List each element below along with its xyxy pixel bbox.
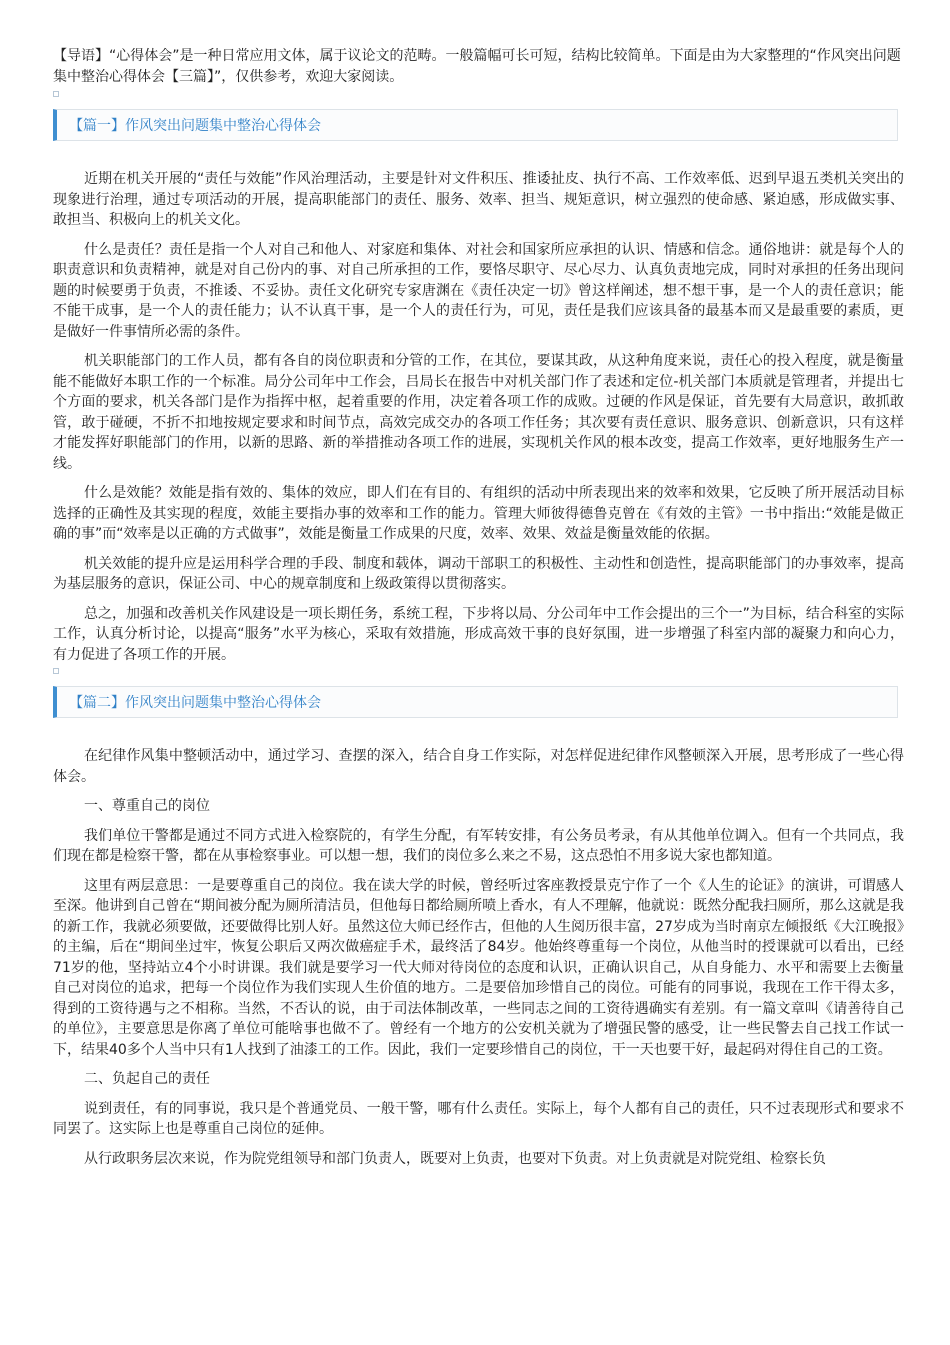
section1-paragraph-3: 机关职能部门的工作人员，都有各自的岗位职责和分管的工作，在其位，要谋其政，从这种角度来说，责任心的投入程度，就是衡量能不能做好本职工作的一个标准。局分公司年中工作会，吕局长在报告中对机关部门作了表述和定位-机关部门本质就是管理者，并提出七个方面的要求，机关各部门是作为指挥中枢，起着重要的作用，决定着各项工作的成败。过硬的作风是保证，首先要有大局意识，敢抓敢管，敢于碰硬，不折不扣地按规定要求和时间节点，高效完成交办的各项工作任务；其次要有责任意识、服务意识、创新意识，只有这样才能发挥好职能部门的作用，以新的思路、新的举措推动各项工作的进展，实现机关作风的根本改变，提高工作效率，更好地服务生产一线。 xyxy=(53,353,904,472)
section-title-1: 【篇一】作风突出问题集中整治心得体会 xyxy=(69,118,321,134)
paragraph-marker-icon xyxy=(53,91,59,97)
section2-paragraph-1: 在纪律作风集中整顿活动中，通过学习、查摆的深入，结合自身工作实际，对怎样促进纪律作风整顿深入开展，思考形成了一些心得体会。 xyxy=(53,748,904,785)
section1-paragraph-4: 什么是效能？效能是指有效的、集体的效应，即人们在有目的、有组织的活动中所表现出来的效率和效果，它反映了所开展活动目标选择的正确性及其实现的程度，效能主要指办事的效率和工作的能力。管理大师彼得德鲁克曾在《有效的主管》一书中指出:“效能是做正确的事”而“效率是以正确的方式做事”，效能是衡量工作成果的尺度，效率、效果、效益是衡量效能的依据。 xyxy=(53,485,904,542)
intro-text: 【导语】“心得体会”是一种日常应用文体，属于议论文的范畴。一般篇幅可长可短，结构比较简单。下面是由为大家整理的“作风突出问题集中整治心得体会【三篇】”，仅供参考，欢迎大家阅读。 xyxy=(53,48,901,85)
section1-paragraph-1: 近期在机关开展的“责任与效能”作风治理活动，主要是针对文件积压、推诿扯皮、执行不高、工作效率低、迟到早退五类机关突出的现象进行治理，通过专项活动的开展，提高职能部门的责任、服务、效率、担当、规矩意识，树立强烈的使命感、紧迫感，形成做实事、敢担当、积极向上的机关文化。 xyxy=(53,171,904,228)
section1-paragraph-2: 什么是责任？责任是指一个人对自己和他人、对家庭和集体、对社会和国家所应承担的认识、情感和信念。通俗地讲：就是每个人的职责意识和负责精神，就是对自己份内的事、对自己所承担的工作，要恪尽职守、尽心尽力、认真负责地完成，同时对承担的任务出现问题的时候要勇于负责，不推诿、不妥协。责任文化研究专家唐渊在《责任决定一切》曾这样阐述，想不想干事，是一个人的责任意识；能不能干成事，是一个人的责任能力；认不认真干事，是一个人的责任行为，可见，责任是我们应该具备的最基本而又是最重要的素质，更是做好一件事情所必需的条件。 xyxy=(53,241,904,340)
section2-paragraph-3: 这里有两层意思：一是要尊重自己的岗位。我在读大学的时候，曾经听过客座教授景克宁作了一个《人生的论证》的演讲，可谓感人至深。他讲到自己曾在“期间被分配为厕所清洁员，但他每日都给厕所喷上香水，有人不理解，他就说：既然分配我扫厕所，那么这就是我的新工作，我就必须要做，还要做得比别人好。虽然这位大师已经作古，但他的人生阅历很丰富，27岁成为当时南京左倾报纸《大江晚报》的主编，后在“期间坐过牢，恢复公职后又两次做癌症手术，最终活了84岁。他始终尊重每一个岗位，从他当时的授课就可以看出，已经71岁的他，坚持站立4个小时讲课。我们就是要学习一代大师对待岗位的态度和认识，正确认识自己，从自身能力、水平和需要上去衡量自己对岗位的追求，把每一个岗位作为我们实现人生价值的地方。二是要倍加珍惜自己的岗位。可能有的同事说，我现在工作干得太多，得到的工资待遇与之不相称。当然，不否认的说，由于司法体制改革，一些同志之间的工资待遇确实有差别。有一篇文章叫《请善待自己的单位》，主要意思是你离了单位可能啥事也做不了。曾经有一个地方的公安机关就为了增强民警的感受，让一些民警去自己找工作试一下，结果40多个人当中只有1人找到了油漆工的工作。因此，我们一定要珍惜自己的岗位，干一天也要干好，最起码对得住自己的工资。 xyxy=(53,877,904,1058)
section1-paragraph-6: 总之，加强和改善机关作风建设是一项长期任务，系统工程，下步将以局、分公司年中工作会提出的三个一”为目标，结合科室的实际工作，认真分析讨论，以提高“服务”水平为核心，采取有效措施，形成高效干事的良好氛围，进一步增强了科室内部的凝聚力和向心力，有力促进了各项工作的开展。 xyxy=(53,605,904,663)
section2-paragraph-5: 从行政职务层次来说，作为院党组领导和部门负责人，既要对上负责，也要对下负责。对上负责就是对院党组、检察长负 xyxy=(84,1150,826,1167)
section2-paragraph-2: 我们单位干警都是通过不同方式进入检察院的，有学生分配，有军转安排，有公务员考录，有从其他单位调入。但有一个共同点，我们现在都是检察干警，都在从事检察事业。可以想一想，我们的岗位多么来之不易，这点恐怕不用多说大家也都知道。 xyxy=(53,827,904,864)
section2-subheading-2: 二、负起自己的责任 xyxy=(84,1071,210,1087)
section1-paragraph-5: 机关效能的提升应是运用科学合理的手段、制度和载体，调动干部职工的积极性、主动性和创造性，提高职能部门的办事效率，提高为基层服务的意识，保证公司、中心的规章制度和上级政策得以贯彻落实。 xyxy=(53,555,904,592)
section-header-2 xyxy=(53,686,898,718)
section2-paragraph-4: 说到责任，有的同事说，我只是个普通党员、一般干警，哪有什么责任。实际上，每个人都有自己的责任，只不过表现形式和要求不同罢了。这实际上也是尊重自己岗位的延伸。 xyxy=(53,1100,904,1137)
paragraph-marker-icon xyxy=(53,668,59,674)
section2-subheading-1: 一、尊重自己的岗位 xyxy=(84,798,210,814)
section-header-1 xyxy=(53,109,898,141)
document-content xyxy=(53,46,904,1169)
section-title-2: 【篇二】作风突出问题集中整治心得体会 xyxy=(69,695,321,711)
